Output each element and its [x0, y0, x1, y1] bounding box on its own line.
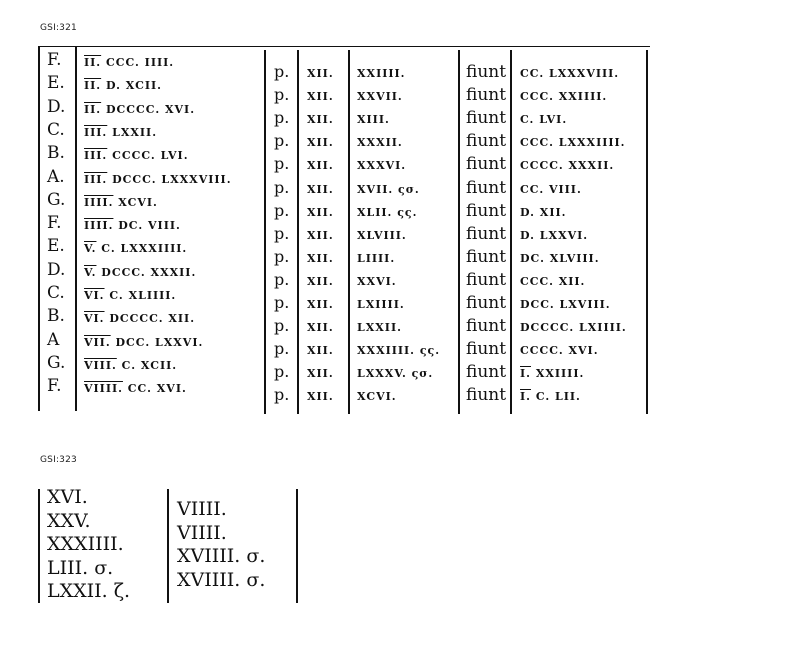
divider — [458, 50, 460, 414]
row-multiplier: XII. — [307, 274, 334, 288]
row-multiplicand: XVII. ςσ. — [357, 182, 420, 196]
row-value — [84, 220, 181, 231]
overlined-numeral: VIII. — [84, 358, 117, 372]
divider — [167, 489, 169, 603]
result-numeral: C. LVI. — [520, 113, 568, 127]
result-numeral: D. XII. — [520, 205, 567, 219]
overlined-numeral: V. — [84, 242, 97, 256]
row-multiplier: XII. — [307, 251, 334, 265]
numeral-rest: D. XCII. — [101, 79, 162, 93]
row-value — [84, 360, 177, 371]
divider — [264, 50, 266, 414]
overlined-numeral: II. — [84, 102, 102, 116]
row-fiunt: fiunt — [466, 108, 507, 129]
divider — [297, 50, 299, 414]
overlined-numeral: III. — [84, 125, 108, 139]
row-p: p. — [274, 385, 290, 405]
overlined-numeral: IIII. — [84, 195, 114, 209]
row-letter: F. — [47, 376, 62, 397]
row-multiplicand: XXVII. — [357, 90, 403, 104]
row-result — [520, 345, 599, 356]
result-numeral: DCCCC. LXIIII. — [520, 321, 627, 335]
numeral-col1: XXXIIII. — [47, 533, 124, 555]
row-result — [520, 114, 567, 125]
row-fiunt: fiunt — [466, 200, 507, 221]
row-letter: G. — [47, 189, 66, 210]
row-value — [84, 80, 162, 91]
row-fiunt: fiunt — [466, 269, 507, 290]
overlined-numeral: V. — [84, 265, 97, 279]
row-multiplicand: XCVI. — [357, 390, 397, 404]
divider — [646, 50, 648, 414]
row-letter: A. — [47, 166, 65, 187]
row-letter: C. — [47, 119, 65, 140]
row-p: p. — [274, 62, 290, 81]
result-numeral: CC. LXXXVIII. — [520, 67, 620, 80]
row-p: p. — [274, 362, 290, 382]
row-result — [520, 253, 600, 264]
overlined-numeral: VI. — [84, 289, 105, 302]
row-multiplicand: XXIIII. — [357, 67, 406, 80]
row-fiunt: fiunt — [466, 177, 507, 198]
row-p: p. — [274, 131, 290, 151]
result-numeral: XXIIII. — [530, 367, 585, 381]
row-fiunt: fiunt — [466, 154, 507, 175]
label-gsi-321: GSI:321 — [40, 23, 77, 33]
divider — [348, 50, 350, 414]
row-multiplicand: XLVIII. — [357, 228, 407, 242]
row-value — [84, 57, 174, 68]
numeral-rest: C. XCII. — [116, 358, 178, 372]
row-p: p. — [274, 246, 290, 266]
overlined-numeral: IIII. — [84, 219, 114, 233]
row-result — [520, 137, 625, 148]
row-multiplier: XII. — [307, 113, 334, 127]
row-result — [520, 184, 582, 195]
numeral-rest: DCCC. XXXII. — [96, 265, 197, 279]
row-multiplier: XII. — [307, 205, 334, 219]
row-fiunt: fiunt — [466, 223, 507, 244]
row-multiplier: XII. — [307, 298, 334, 311]
result-numeral: C. LII. — [530, 390, 581, 404]
row-letter: F. — [47, 50, 62, 70]
result-numeral: CCC. XII. — [520, 274, 586, 288]
row-multiplicand: XXXII. — [357, 136, 403, 150]
numeral-col1: XXV. — [47, 509, 91, 532]
result-numeral: CCCC. XXXII. — [520, 159, 615, 173]
row-fiunt: fiunt — [466, 293, 507, 313]
divider — [296, 489, 298, 603]
row-fiunt: fiunt — [466, 385, 507, 406]
result-numeral: CCC. XXIIII. — [520, 90, 608, 104]
row-multiplier: XII. — [307, 136, 334, 150]
result-numeral: D. LXXVI. — [520, 228, 589, 242]
label-gsi-323: GSI:323 — [40, 455, 77, 465]
overlined-numeral: III. — [84, 172, 108, 186]
row-result — [520, 276, 585, 287]
numeral-col2: XVIIII. σ. — [177, 568, 266, 591]
result-numeral: CCC. LXXXIIII. — [520, 136, 626, 150]
row-p: p. — [274, 269, 290, 289]
numeral-col2: VIIII. — [177, 498, 227, 520]
divider — [75, 47, 77, 411]
overlined-numeral: II. — [84, 79, 102, 93]
row-result — [520, 322, 627, 333]
row-fiunt: fiunt — [466, 131, 507, 152]
top-rule — [38, 46, 650, 47]
row-p: p. — [274, 85, 290, 105]
row-result — [520, 391, 581, 402]
row-multiplicand: XLII. ςς. — [357, 205, 418, 219]
row-letter: D. — [47, 96, 66, 117]
row-fiunt: fiunt — [466, 246, 507, 267]
row-letter: G. — [47, 352, 66, 373]
row-p: p. — [274, 108, 290, 128]
row-letter: D. — [47, 259, 66, 280]
numeral-rest: DCCCC. XVI. — [101, 102, 196, 116]
numeral-rest: CC. XVI. — [122, 382, 187, 396]
numeral-rest: LXXII. — [107, 125, 158, 139]
result-numeral: CC. VIII. — [520, 182, 582, 196]
numeral-col1: LXXII. ζ. — [47, 580, 131, 602]
row-fiunt: fiunt — [466, 85, 507, 106]
row-fiunt: fiunt — [466, 62, 507, 82]
row-multiplier: XII. — [307, 67, 334, 80]
row-value — [84, 150, 189, 161]
row-multiplier: XII. — [307, 228, 334, 242]
row-multiplier: XII. — [307, 159, 334, 173]
numeral-rest: CCCC. LVI. — [107, 149, 189, 163]
row-result — [520, 91, 607, 102]
row-fiunt: fiunt — [466, 339, 507, 360]
row-multiplicand: XXXIIII. ςς. — [357, 344, 441, 358]
numeral-col2: VIIII. — [177, 521, 227, 544]
overlined-numeral: I. — [520, 367, 531, 381]
numeral-rest: CCC. IIII. — [101, 56, 175, 69]
row-letter: F. — [47, 213, 62, 234]
numeral-rest: XCVI. — [113, 195, 158, 209]
row-result — [520, 68, 619, 79]
row-value — [84, 313, 195, 324]
overlined-numeral: VIIII. — [84, 382, 123, 396]
row-multiplicand: LIIII. — [357, 251, 396, 265]
row-p: p. — [274, 200, 290, 220]
row-value — [84, 267, 196, 278]
numeral-rest: DC. VIII. — [113, 219, 181, 233]
row-multiplier: XII. — [307, 367, 334, 381]
row-value — [84, 104, 195, 115]
result-numeral: DC. XLVIII. — [520, 251, 600, 265]
row-multiplier: XII. — [307, 90, 334, 104]
row-multiplicand: LXIIII. — [357, 298, 405, 311]
row-letter: A — [47, 329, 60, 350]
numeral-col2: XVIIII. σ. — [177, 545, 266, 567]
row-value — [84, 174, 232, 185]
row-p: p. — [274, 223, 290, 243]
divider — [38, 489, 40, 603]
row-value — [84, 383, 187, 394]
row-value — [84, 290, 176, 301]
result-numeral: DCC. LXVIII. — [520, 298, 611, 311]
row-multiplicand: XXVI. — [357, 274, 397, 288]
row-multiplier: XII. — [307, 182, 334, 196]
row-value — [84, 197, 158, 208]
row-p: p. — [274, 339, 290, 359]
row-letter: B. — [47, 143, 65, 164]
row-letter: E. — [47, 236, 65, 257]
numeral-rest: DCC. LXXVI. — [110, 335, 204, 349]
numeral-rest: DCCCC. XII. — [104, 312, 196, 326]
row-multiplier: XII. — [307, 390, 334, 404]
numeral-rest: C. XLIIII. — [104, 289, 177, 302]
overlined-numeral: III. — [84, 149, 108, 163]
numeral-rest: DCCC. LXXXVIII. — [107, 172, 232, 186]
overlined-numeral: I. — [520, 390, 531, 404]
row-result — [520, 299, 611, 310]
row-result — [520, 368, 584, 379]
row-value — [84, 127, 157, 138]
row-multiplicand: LXXXV. ςσ. — [357, 367, 434, 381]
row-multiplicand: LXXII. — [357, 321, 402, 335]
row-value — [84, 243, 187, 254]
row-p: p. — [274, 316, 290, 336]
numeral-col1: XVI. — [47, 486, 88, 508]
row-value — [84, 337, 203, 348]
row-multiplicand: XXXVI. — [357, 159, 407, 173]
row-result — [520, 230, 588, 241]
row-p: p. — [274, 154, 290, 174]
result-numeral: CCCC. XVI. — [520, 344, 599, 358]
divider — [510, 50, 512, 414]
divider — [38, 47, 40, 411]
row-letter: C. — [47, 283, 65, 303]
overlined-numeral: VII. — [84, 335, 111, 349]
overlined-numeral: II. — [84, 56, 102, 69]
row-multiplier: XII. — [307, 344, 334, 358]
overlined-numeral: VI. — [84, 312, 105, 326]
row-result — [520, 207, 566, 218]
row-p: p. — [274, 293, 290, 312]
row-multiplier: XII. — [307, 321, 334, 335]
numeral-col1: LIII. σ. — [47, 556, 114, 579]
row-fiunt: fiunt — [466, 362, 507, 383]
row-fiunt: fiunt — [466, 316, 507, 337]
row-letter: E. — [47, 73, 65, 94]
row-p: p. — [274, 177, 290, 197]
row-multiplicand: XIII. — [357, 113, 390, 127]
numeral-rest: C. LXXXIIII. — [96, 242, 188, 256]
row-letter: B. — [47, 306, 65, 327]
row-result — [520, 160, 614, 171]
